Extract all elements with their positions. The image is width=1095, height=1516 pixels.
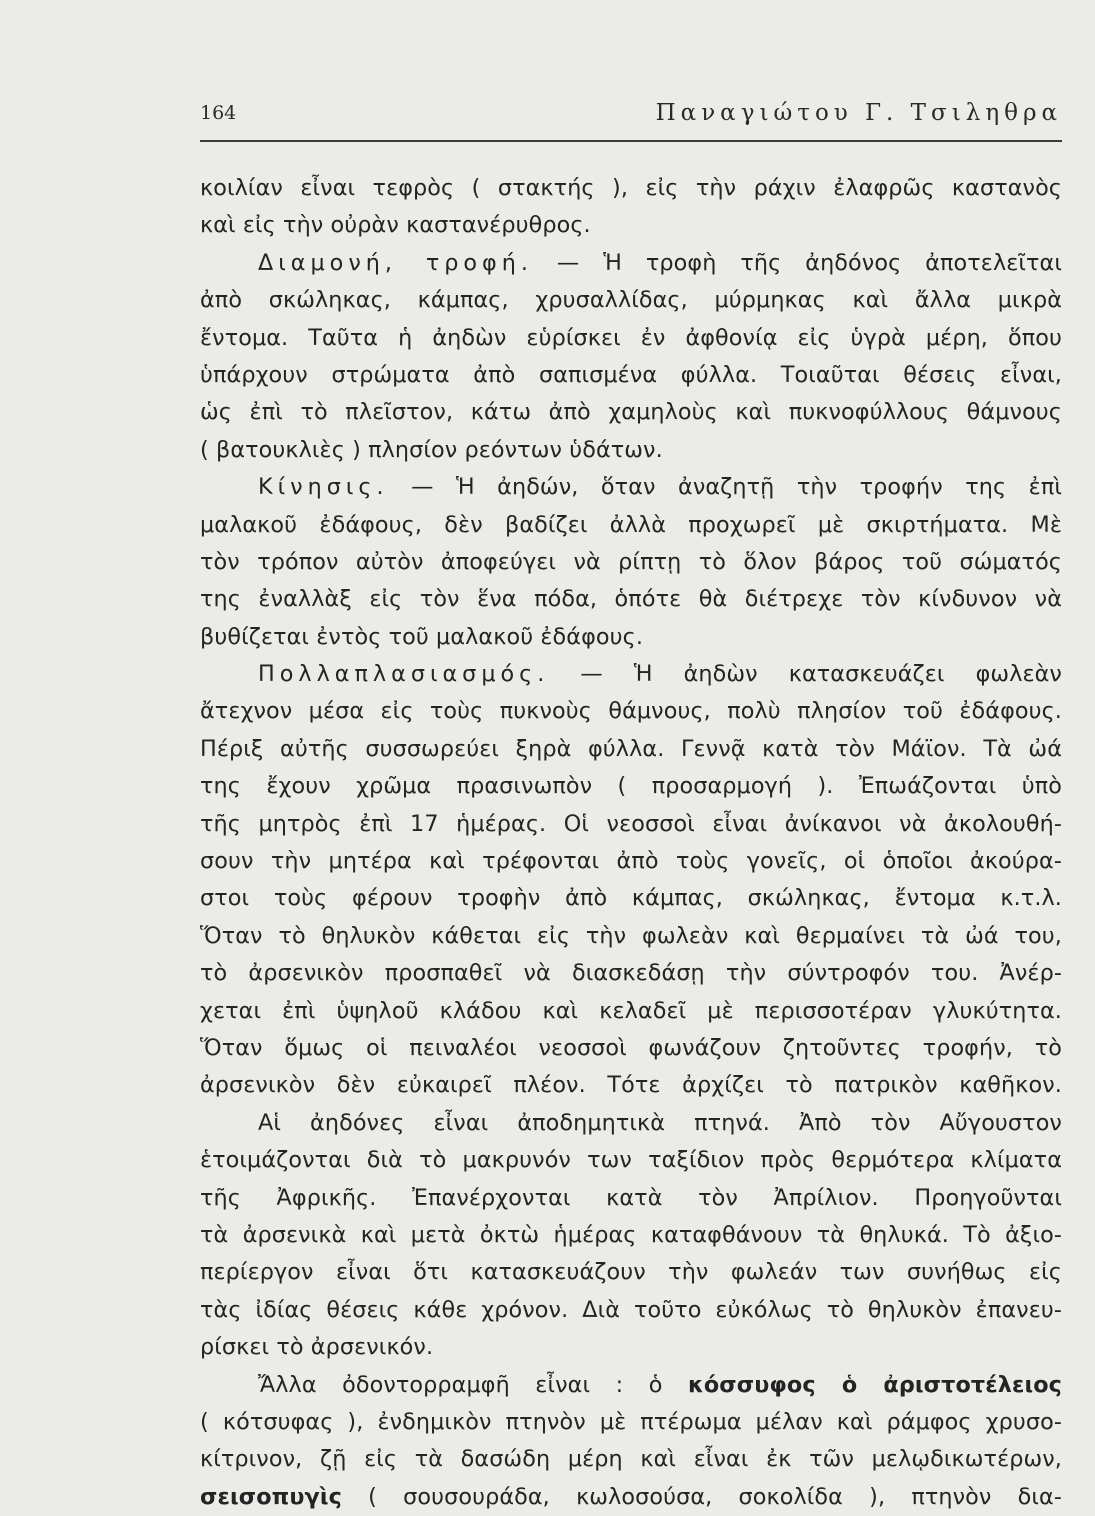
- text-span: — Ἡ τροφὴ τῆς ἀηδόνος ἀποτελεῖται: [532, 249, 1063, 276]
- section-heading-kinisis: Κίνησις.: [258, 474, 389, 501]
- section-heading-diamoni: Διαμονή, τροφή.: [258, 249, 533, 276]
- text-line: τῆς Ἀφρικῆς. Ἐπανέρχονται κατὰ τὸν Ἀπρίλιον. Προηγοῦνται: [200, 1184, 1062, 1211]
- text-line: χεται ἐπὶ ὑψηλοῦ κλάδου καὶ κελαδεῖ μὲ περισσοτέραν γλυκύτητα.: [200, 997, 1062, 1024]
- text-span: ( σουσουράδα, κωλοσούσα, σοκολίδα ), πτηνὸν δια-: [341, 1483, 1062, 1510]
- text-line: βυθίζεται ἐντὸς τοῦ μαλακοῦ ἐδάφους.: [200, 623, 644, 650]
- text-line: τὰς ἰδίας θέσεις κάθε χρόνον. Διὰ τοῦτο εὐκόλως τὸ θηλυκὸν ἐπανευ-: [200, 1296, 1062, 1323]
- text-line: τὸν τρόπον αὐτὸν ἀποφεύγει νὰ ρίπτῃ τὸ ὅλον βάρος τοῦ σώματός: [200, 548, 1062, 575]
- text-line-kossyfos: [200, 1367, 1062, 1404]
- text-line: ἄτεχνον μέσα εἰς τοὺς πυκνοὺς θάμνους, πολὺ πλησίον τοῦ ἐδάφους.: [200, 698, 1062, 725]
- text-line: ρίσκει τὸ ἀρσενικόν.: [200, 1334, 434, 1361]
- text-line: τὸ ἀρσενικὸν προσπαθεῖ νὰ διασκεδάσῃ τὴν σύντροφόν του. Ἀνέρ-: [200, 960, 1062, 987]
- text-line: ὑπάρχουν στρώματα ἀπὸ σαπισμένα φύλλα. Τοιαῦται θέσεις εἶναι,: [200, 361, 1062, 388]
- text-line: της ἐναλλὰξ εἰς τὸν ἕνα πόδα, ὁπότε θὰ διέτρεχε τὸν κίνδυνον νὰ: [200, 586, 1062, 613]
- header-rule: [200, 140, 1062, 142]
- body-text: [200, 170, 1062, 1516]
- text-line: Πέριξ αὐτῆς συσσωρεύει ξηρὰ φύλλα. Γεννᾷ κατὰ τὸν Μάϊον. Τὰ ὠά: [200, 735, 1062, 762]
- text-line: ὡς ἐπὶ τὸ πλεῖστον, κάτω ἀπὸ χαμηλοὺς καὶ πυκνοφύλλους θάμνους: [200, 399, 1062, 426]
- text-line: Ὅταν τὸ θηλυκὸν κάθεται εἰς τὴν φωλεὰν καὶ θερμαίνει τὰ ὠά του,: [200, 922, 1062, 949]
- page-header: [200, 100, 1062, 144]
- text-line: κοιλίαν εἶναι τεφρὸς ( στακτής ), εἰς τὴν ράχιν ἐλαφρῶς καστανὸς: [200, 175, 1062, 201]
- text-span: — Ἡ ἀηδών, ὅταν ἀναζητῇ τὴν τροφήν της ἐπὶ: [388, 474, 1062, 501]
- text-line: της ἔχουν χρῶμα πρασινωπὸν ( προσαρμογή ). Ἐπωάζονται ὑπὸ: [200, 773, 1062, 800]
- text-line: ἀρσενικὸν δὲν εὐκαιρεῖ πλέον. Τότε ἀρχίζει τὸ πατρικὸν καθῆκον.: [200, 1072, 1062, 1099]
- term-kossyfos: κόσσυφος ὁ ἀριστοτέλειος: [687, 1371, 1062, 1398]
- text-line: περίεργον εἶναι ὅτι κατασκευάζουν τὴν φωλεάν των συνήθως εἰς: [200, 1259, 1062, 1286]
- text-line: σουν τὴν μητέρα καὶ τρέφονται ἀπὸ τοὺς γονεῖς, οἱ ὁποῖοι ἀκούρα-: [200, 848, 1062, 875]
- text-line: ( κότσυφας ), ἐνδημικὸν πτηνὸν μὲ πτέρωμα μέλαν καὶ ράμφος χρυσο-: [200, 1408, 1062, 1435]
- page-number: 164: [200, 102, 237, 124]
- section-line-diamoni: [200, 245, 1062, 282]
- text-line: ( βατουκλιὲς ) πλησίον ρεόντων ὑδάτων.: [200, 436, 663, 463]
- section-line-kinisis: [200, 469, 1062, 506]
- section-line-pollaplasiasmos: [200, 656, 1062, 693]
- text-line: καὶ εἰς τὴν οὐρὰν καστανέρυθρος.: [200, 212, 591, 239]
- text-line: μαλακοῦ ἐδάφους, δὲν βαδίζει ἀλλὰ προχωρεῖ μὲ σκιρτήματα. Μὲ: [200, 511, 1062, 538]
- text-line: ἀπὸ σκώληκας, κάμπας, χρυσαλλίδας, μύρμηκας καὶ ἄλλα μικρὰ: [200, 287, 1062, 314]
- term-seisopygis: σεισοπυγὶς: [200, 1483, 342, 1510]
- text-line-seisopygis: [200, 1479, 1062, 1516]
- text-line: τῆς μητρὸς ἐπὶ 17 ἡμέρας. Οἱ νεοσσοὶ εἶναι ἀνίκανοι νὰ ἀκολουθή-: [200, 810, 1062, 837]
- text-line: τὰ ἀρσενικὰ καὶ μετὰ ὀκτὼ ἡμέρας καταφθάνουν τὰ θηλυκά. Τὸ ἀξιο-: [200, 1221, 1062, 1248]
- text-line: Αἱ ἀηδόνες εἶναι ἀποδημητικὰ πτηνά. Ἀπὸ τὸν Αὔγουστον: [258, 1109, 1062, 1136]
- text-span: — Ἡ ἀηδὼν κατασκευάζει φωλεὰν: [549, 661, 1062, 688]
- running-head: Παναγιώτου Γ. Τσιληθρα: [655, 100, 1062, 126]
- text-line: ἑτοιμάζονται διὰ τὸ μακρυνόν των ταξίδιον πρὸς θερμότερα κλίματα: [200, 1147, 1062, 1174]
- text-line: ἔντομα. Ταῦτα ἡ ἀηδὼν εὑρίσκει ἐν ἀφθονίᾳ εἰς ὑγρὰ μέρη, ὅπου: [200, 324, 1062, 351]
- text-span: Ἄλλα ὀδοντορραμφῆ εἶναι : ὁ: [258, 1371, 688, 1398]
- text-line: Ὅταν ὅμως οἱ πειναλέοι νεοσσοὶ φωνάζουν ζητοῦντες τροφήν, τὸ: [200, 1034, 1062, 1061]
- text-line: κίτρινον, ζῇ εἰς τὰ δασώδη μέρη καὶ εἶναι ἐκ τῶν μελῳδικωτέρων,: [200, 1446, 1062, 1473]
- text-line: στοι τοὺς φέρουν τροφὴν ἀπὸ κάμπας, σκώληκας, ἔντομα κ.τ.λ.: [200, 885, 1062, 912]
- section-heading-pollaplasiasmos: Πολλαπλασιασμός.: [258, 661, 550, 688]
